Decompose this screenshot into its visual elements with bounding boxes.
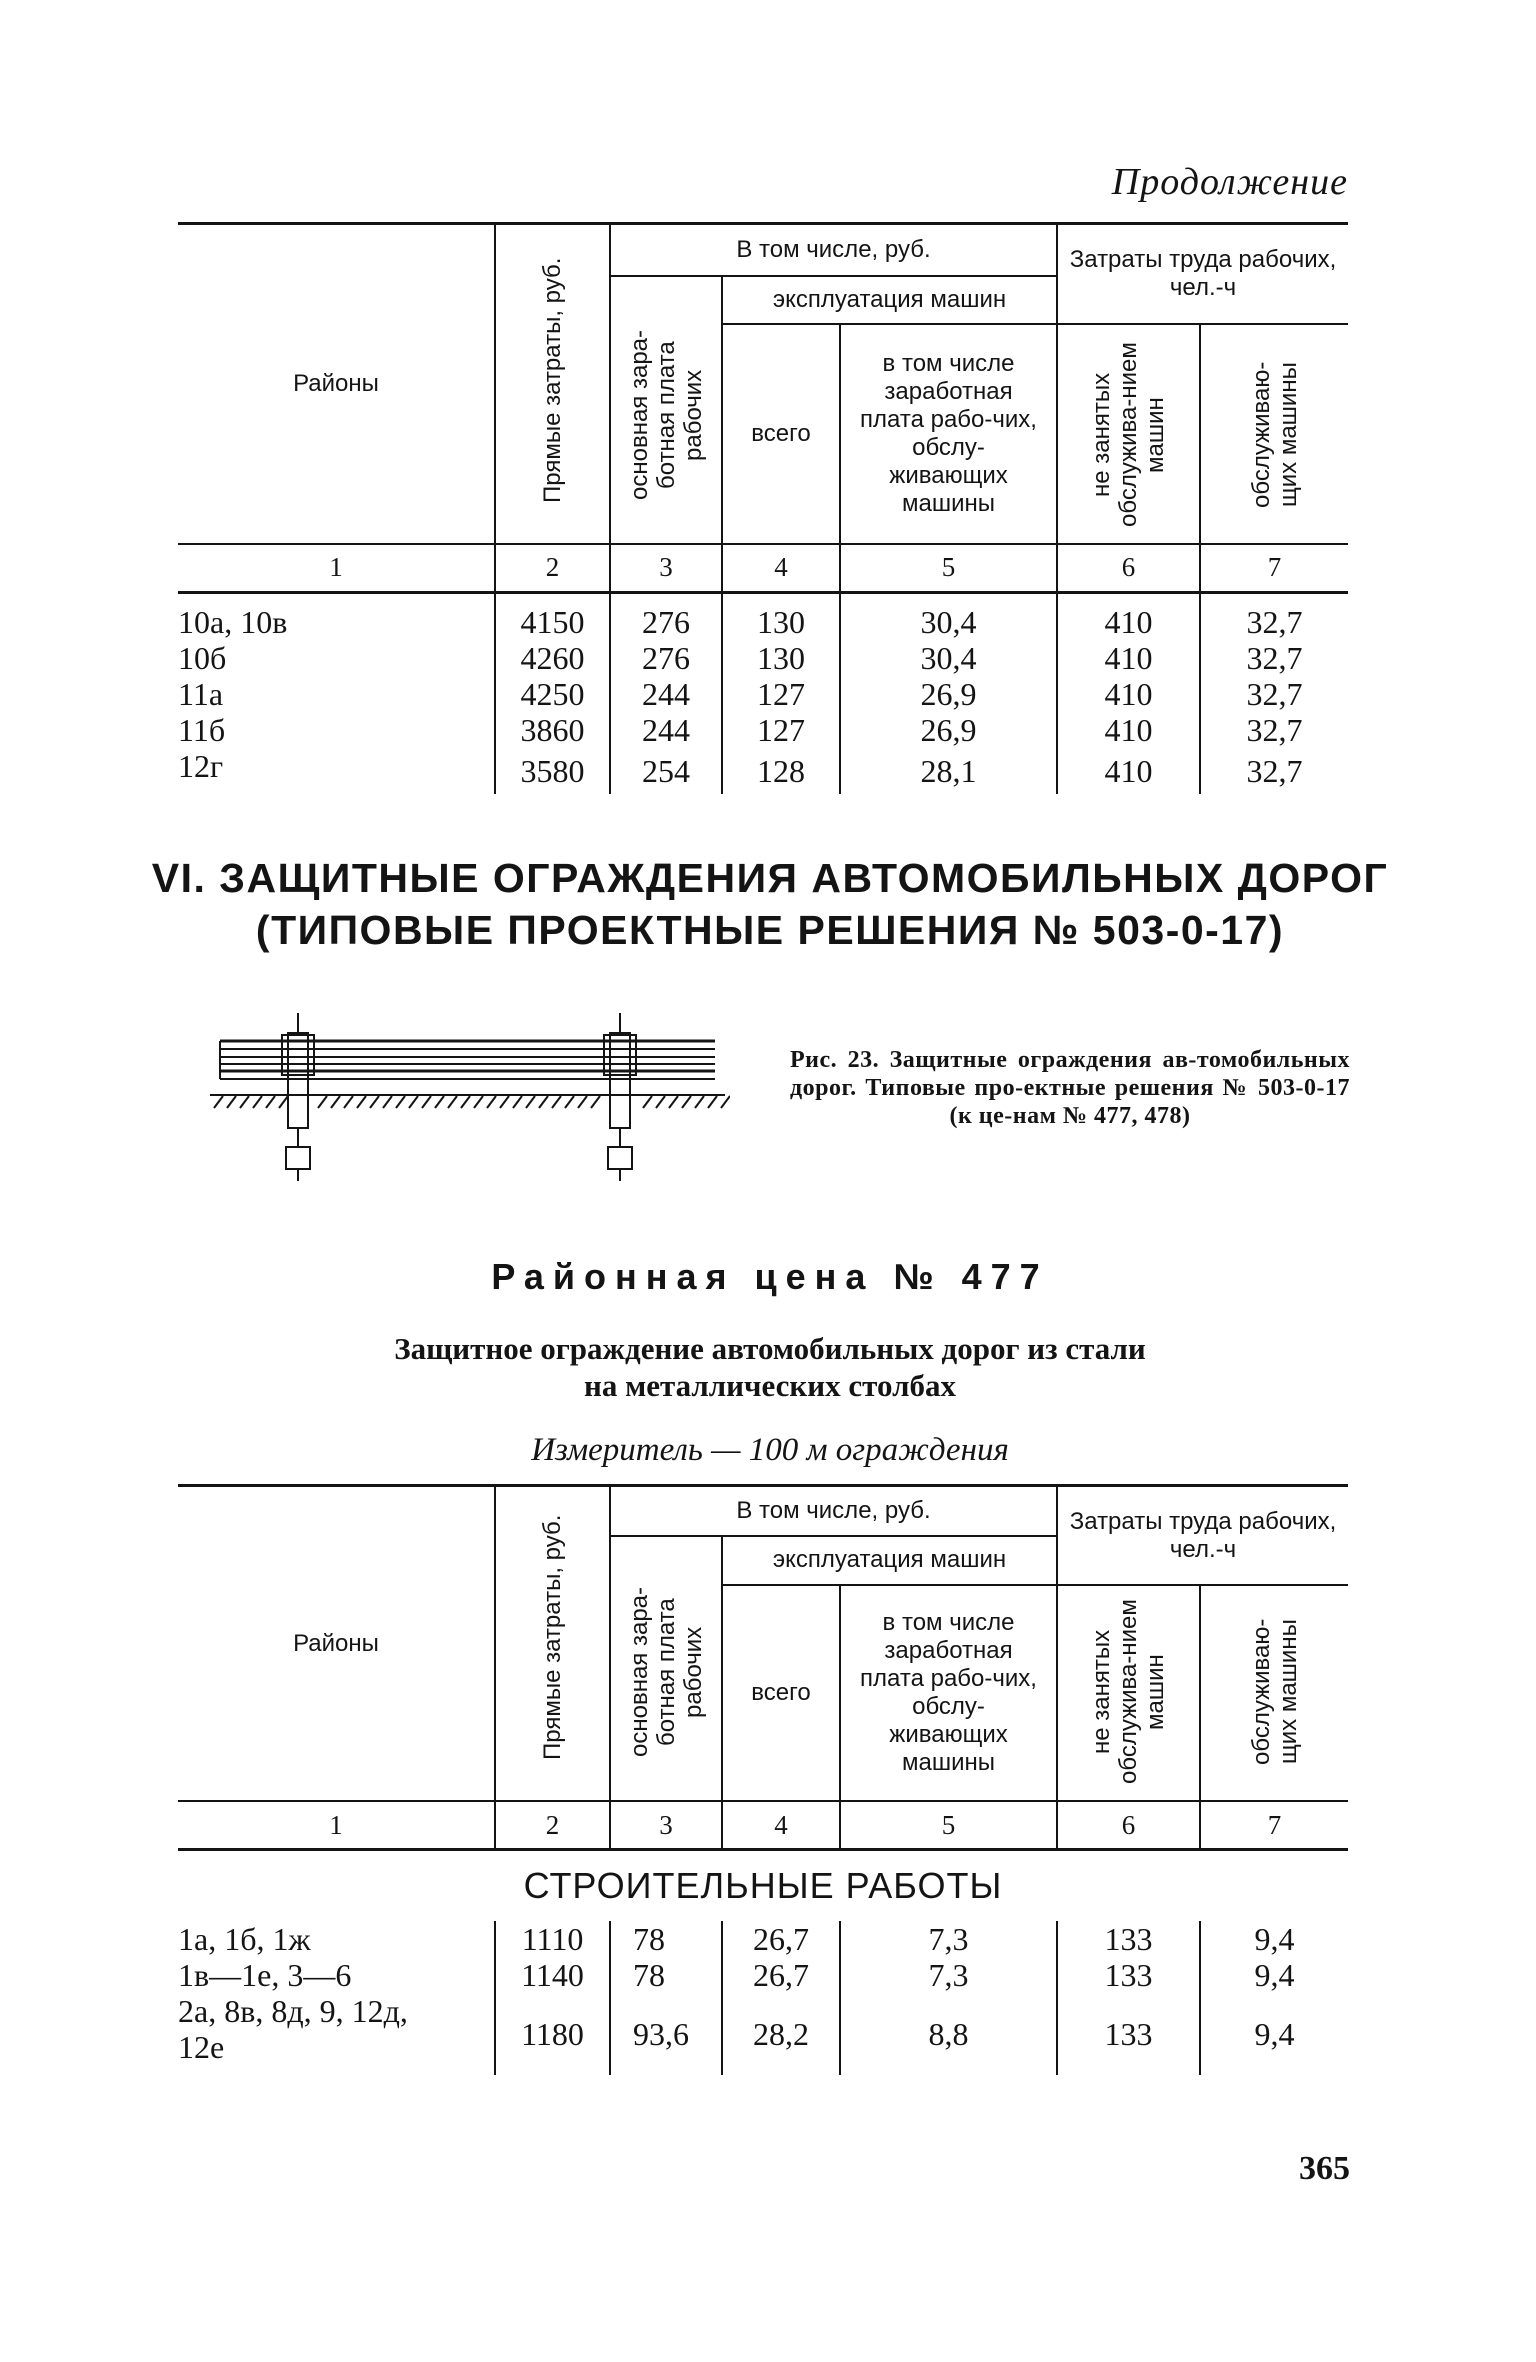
header-not-busy: не занятых обслужива-нием машин: [1088, 1599, 1170, 1785]
section-construction-works: СТРОИТЕЛЬНЫЕ РАБОТЫ: [523, 1865, 1003, 1906]
col-num-1: 1: [329, 1809, 343, 1840]
header-base-wage: основная зара-ботная плата рабочих: [625, 329, 707, 500]
continuation-label: Продолжение: [1111, 161, 1348, 203]
col-num-2: 2: [495, 544, 610, 593]
col-num-4: 4: [722, 1801, 840, 1850]
header-total: всего: [722, 324, 840, 544]
col-num-3: 3: [610, 1801, 722, 1850]
price-title: Районная цена № 477: [491, 1256, 1049, 1297]
header-group-including: В том числе, руб.: [610, 224, 1057, 276]
header-direct-costs: Прямые затраты, руб.: [539, 256, 566, 503]
header-total: всего: [722, 1585, 840, 1801]
page-number: 365: [1299, 2150, 1350, 2187]
table-row: 1в—1е, 3—6 1140 78 26,7 7,3 133 9,4: [178, 1957, 1348, 1993]
measure-unit: Измеритель — 100 м ограждения: [531, 1432, 1009, 1468]
table-row: 11а 4250 244 127 26,9 410 32,7: [178, 676, 1348, 712]
header-direct-costs: Прямые затраты, руб.: [539, 1514, 566, 1760]
header-regions: Районы: [293, 1629, 379, 1657]
table-row: 12г 3580 254 128 28,1 410 32,7: [178, 748, 1348, 794]
col-num-2: 2: [495, 1801, 610, 1850]
col-num-6: 6: [1057, 544, 1200, 593]
col-num-3: 3: [610, 544, 722, 593]
col-num-5: 5: [840, 544, 1057, 593]
header-group-labor: Затраты труда рабочих, чел.-ч: [1057, 224, 1348, 324]
header-group-machines: эксплуатация машин: [722, 276, 1057, 324]
subtitle-line2: на металлических столбах: [584, 1368, 956, 1403]
table-2: [178, 1484, 1348, 2075]
header-incl-wage: в том числе заработная плата рабо-чих, обслу-живающих машины: [840, 324, 1057, 544]
col-num-7: 7: [1200, 1801, 1348, 1850]
col-num-5: 5: [840, 1801, 1057, 1850]
table-row: 10а, 10в 4150 276 130 30,4 410 32,7: [178, 604, 1348, 640]
header-group-machines: эксплуатация машин: [722, 1536, 1057, 1586]
col-num-7: 7: [1200, 544, 1348, 593]
table-row: 11б 3860 244 127 26,9 410 32,7: [178, 712, 1348, 748]
header-regions: Районы: [293, 369, 379, 397]
section-title-line2: (ТИПОВЫЕ ПРОЕКТНЫЕ РЕШЕНИЯ № 503-0-17): [255, 907, 1285, 953]
figure-caption: Рис. 23. Защитные ограждения ав-томобильных дорог. Типовые про-ектные решения № 503-0-17 (к це-нам № 477, 478): [790, 1047, 1350, 1129]
col-num-6: 6: [1057, 1801, 1200, 1850]
table-row: 10б 4260 276 130 30,4 410 32,7: [178, 640, 1348, 676]
header-base-wage: основная зара-ботная плата рабочих: [625, 1587, 707, 1758]
header-serving: обслуживаю-щих машины: [1247, 361, 1302, 508]
section-title: [150, 852, 1390, 956]
header-serving: обслуживаю-щих машины: [1247, 1618, 1302, 1766]
table-1: [178, 222, 1348, 794]
guardrail-figure: [210, 1005, 730, 1185]
section-title-line1: VI. ЗАЩИТНЫЕ ОГРАЖДЕНИЯ АВТОМОБИЛЬНЫХ ДОРОГ: [151, 855, 1389, 901]
header-not-busy: не занятых обслужива-нием машин: [1088, 342, 1170, 527]
table-row: 2а, 8в, 8д, 9, 12д, 12е 1180 93,6 28,2 8,8 133 9,4: [178, 1993, 1348, 2075]
header-group-labor: Затраты труда рабочих, чел.-ч: [1057, 1486, 1348, 1586]
col-num-4: 4: [722, 544, 840, 593]
header-incl-wage: в том числе заработная плата рабо-чих, обслу-живающих машины: [840, 1585, 1057, 1801]
header-group-including: В том числе, руб.: [610, 1486, 1057, 1536]
col-num-1: 1: [329, 552, 343, 582]
subtitle-line1: Защитное ограждение автомобильных дорог из стали: [394, 1331, 1146, 1366]
subtitle: [150, 1330, 1390, 1404]
table-row: 1а, 1б, 1ж 1110 78 26,7 7,3 133 9,4: [178, 1921, 1348, 1957]
